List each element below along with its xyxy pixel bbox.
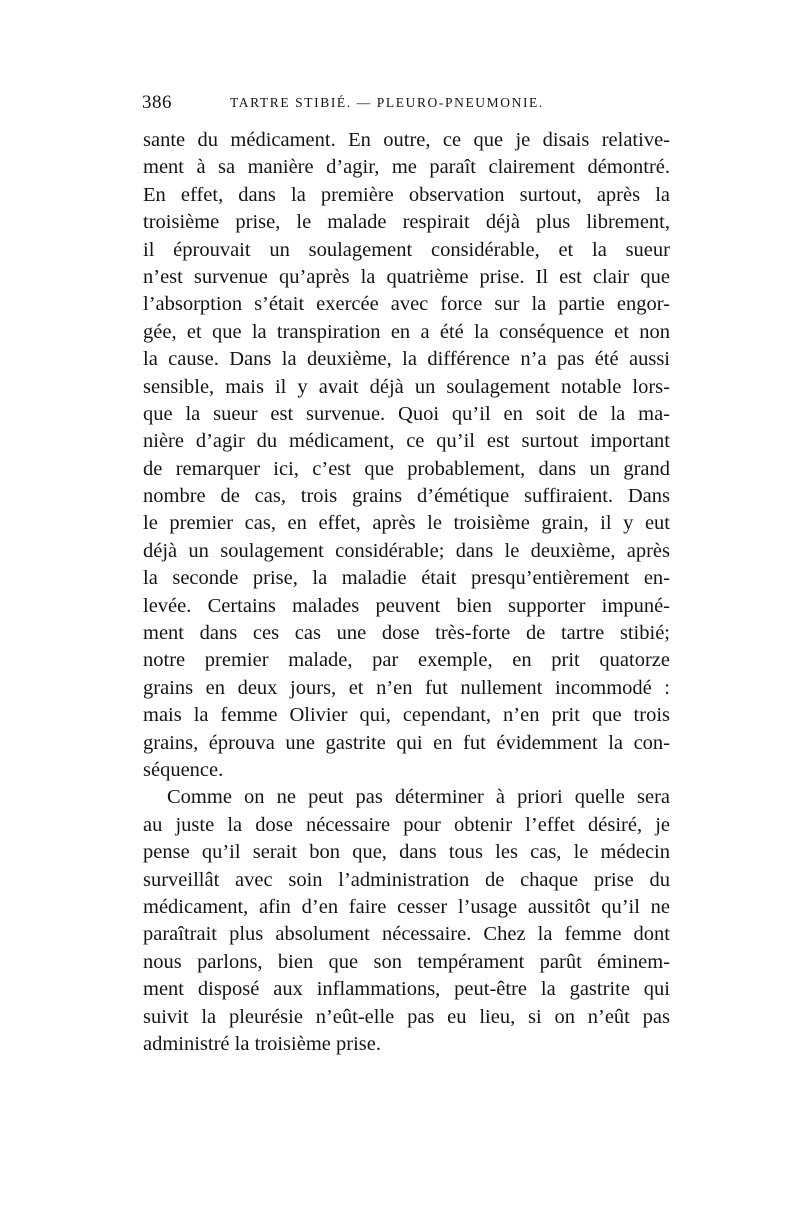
text-line: déjà un soulagement considérable; dans le deuxième, après (143, 539, 670, 562)
paragraph-2 (143, 784, 670, 1058)
running-head-title: TARTRE STIBIÉ. — PLEURO-PNEUMONIE. (230, 95, 544, 110)
text-line: administré la troisième prise. (143, 1032, 381, 1055)
text-line: que la sueur est survenue. Quoi qu’il en soit de la ma- (143, 402, 670, 425)
text-line: mais la femme Olivier qui, cependant, n’en prit que trois (143, 704, 670, 727)
text-line: l’absorption s’était exercée avec force sur la partie engor- (143, 293, 670, 316)
text-line: ment à sa manière d’agir, me paraît clairement démontré. (143, 156, 670, 179)
text-line: nous parlons, bien que son tempérament parût éminem- (143, 950, 670, 973)
text-line: la seconde prise, la maladie était presqu’entièrement en- (143, 567, 670, 590)
text-line: séquence. (143, 758, 224, 781)
text-line: de remarquer ici, c’est que probablement, dans un grand (143, 457, 670, 480)
text-line: ment dans ces cas une dose très-forte de tartre stibié; (143, 622, 670, 645)
text-line: suivit la pleurésie n’eût-elle pas eu lieu, si on n’eût pas (143, 1005, 670, 1028)
text-line: il éprouvait un soulagement considérable, et la sueur (143, 238, 670, 261)
text-line: n’est survenue qu’après la quatrième prise. Il est clair que (143, 265, 670, 288)
text-line: Comme on ne peut pas déterminer à priori quelle sera (167, 786, 670, 809)
text-line: sante du médicament. En outre, ce que je disais relative- (143, 129, 670, 151)
body-text (143, 127, 670, 1058)
text-line: sensible, mais il y avait déjà un soulagement notable lors- (143, 375, 670, 398)
text-line: le premier cas, en effet, après le troisième grain, il y eut (143, 512, 670, 535)
running-head (142, 92, 670, 118)
text-line: grains, éprouva une gastrite qui en fut évidemment la con- (143, 731, 670, 754)
text-line: gée, et que la transpiration en a été la conséquence et non (143, 320, 670, 343)
text-line: surveillât avec soin l’administration de chaque prise du (143, 868, 670, 891)
text-line: notre premier malade, par exemple, en prit quatorze (143, 649, 670, 672)
text-line: troisième prise, le malade respirait déjà plus librement, (143, 211, 670, 234)
page-number: 386 (142, 92, 172, 113)
paragraph-1 (143, 127, 670, 784)
text-line: levée. Certains malades peuvent bien supporter impuné- (143, 594, 670, 617)
text-line: nière d’agir du médicament, ce qu’il est surtout important (143, 430, 670, 453)
text-line: ment disposé aux inflammations, peut-être la gastrite qui (143, 978, 670, 1001)
text-line: la cause. Dans la deuxième, la différence n’a pas été aussi (143, 348, 670, 371)
text-line: au juste la dose nécessaire pour obtenir l’effet désiré, je (143, 813, 670, 836)
text-line: grains en deux jours, et n’en fut nullement incommodé : (143, 676, 670, 699)
text-line: pense qu’il serait bon que, dans tous les cas, le médecin (143, 841, 670, 864)
text-line: médicament, afin d’en faire cesser l’usage aussitôt qu’il ne (143, 895, 670, 918)
text-line: nombre de cas, trois grains d’émétique suffiraient. Dans (143, 485, 670, 508)
text-line: paraîtrait plus absolument nécessaire. Chez la femme dont (143, 923, 670, 946)
text-line: En effet, dans la première observation surtout, après la (143, 183, 670, 206)
